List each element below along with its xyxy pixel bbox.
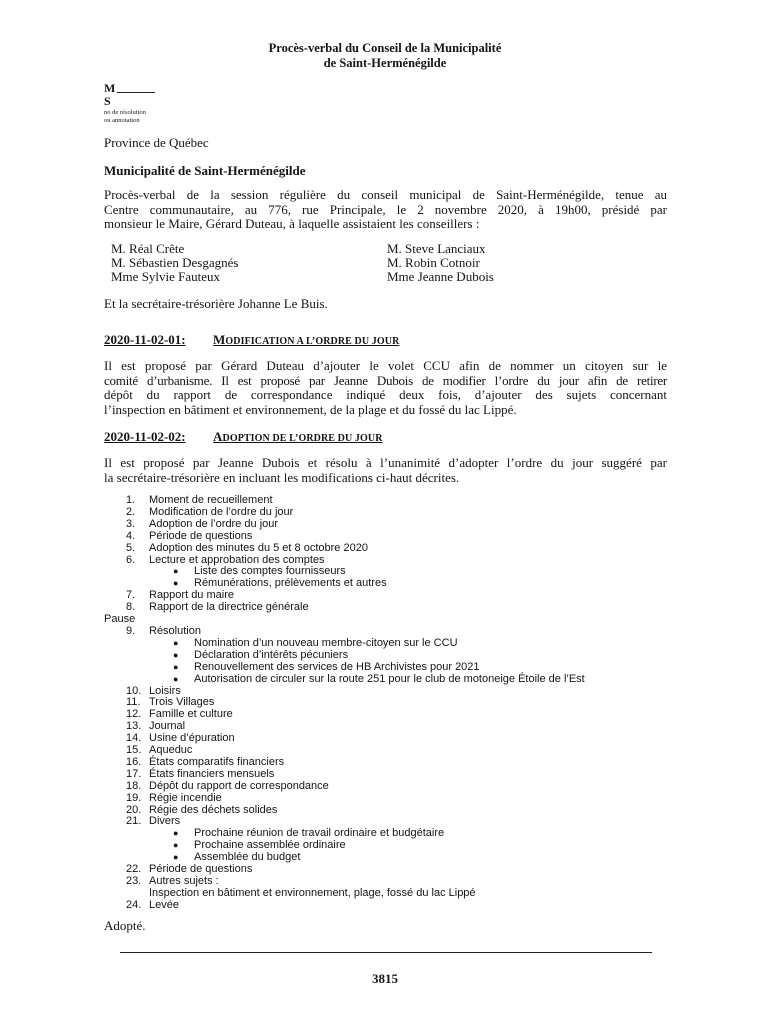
agenda-item-label: Adoption de l’ordre du jour [149, 517, 279, 530]
agenda-subitem-label: Assemblée du budget [194, 851, 301, 864]
councillor-name: Mme Sylvie Fauteux [111, 269, 221, 284]
agenda-subitem-label: Prochaine assemblée ordinaire [194, 839, 346, 852]
agenda-item-label: Journal [149, 720, 186, 733]
agenda-subitem-label: Renouvellement des services de HB Archivistes pour 2021 [194, 660, 480, 673]
agenda-item-label: Régie des déchets solides [149, 803, 278, 816]
agenda-item-continuation-text: Inspection en bâtiment et environnement, plage, fossé du lac Lippé [149, 886, 476, 899]
agenda-item [104, 805, 704, 817]
agenda-item [104, 531, 704, 543]
agenda-item-number: 6. [126, 553, 136, 566]
agenda-item-number: 8. [126, 601, 136, 614]
agenda-subitem-label: Rémunérations, prélèvements et autres [194, 577, 387, 590]
agenda-item-number: 3. [126, 517, 136, 530]
agenda-item-label: Aqueduc [149, 744, 193, 757]
agenda-subitem-label: Liste des comptes fournisseurs [194, 565, 346, 578]
bullet-icon: ● [173, 840, 179, 851]
bullet-icon: ● [173, 828, 179, 839]
intro-line: Procès-verbal de la session régulière du conseil municipal de Saint-Herménégilde, tenue au [104, 187, 667, 202]
agenda-item-label: Régie incendie [149, 791, 222, 804]
agenda-item-number: 16. [126, 755, 142, 768]
resolution-number: 2020-11-02-02: [104, 429, 186, 444]
agenda-subitem [104, 662, 704, 674]
agenda-item-number: 20. [126, 803, 142, 816]
agenda-subitem-label: Déclaration d’intérêts pécuniers [194, 648, 349, 661]
agenda-item [104, 543, 704, 555]
margin-note-m: M [104, 81, 116, 95]
agenda-item [104, 793, 704, 805]
agenda-item [104, 733, 704, 745]
resolution-text-line: la secrétaire-trésorière en incluant les modifications ci-haut décrites. [104, 469, 460, 485]
agenda-item-number: 2. [126, 505, 136, 518]
agenda-item-continuation [104, 888, 704, 900]
resolution-title: MODIFICATION A L’ORDRE DU JOUR [213, 332, 400, 347]
agenda-subitem [104, 638, 704, 650]
agenda-item-number: 18. [126, 779, 142, 792]
municipality-heading: Municipalité de Saint-Herménégilde [104, 163, 306, 178]
document-title-line-1: Procès-verbal du Conseil de la Municipalité [268, 41, 502, 55]
document-title-line-2: de Saint-Herménégilde [323, 56, 447, 70]
agenda-item-label: Divers [149, 815, 181, 828]
agenda-item-number: 22. [126, 863, 142, 876]
agenda-item-label: Dépôt du rapport de correspondance [149, 779, 329, 792]
councillor-name: M. Réal Crête [111, 241, 185, 256]
intro-paragraph [104, 188, 667, 232]
agenda-item-number: 7. [126, 589, 136, 602]
agenda-subitem [104, 650, 704, 662]
agenda-item-label: Moment de recueillement [149, 494, 273, 506]
agenda-item-number: 23. [126, 875, 142, 887]
agenda-item-number: 19. [126, 791, 142, 804]
bullet-icon: ● [173, 637, 179, 648]
margin-note-s: S [104, 94, 111, 108]
agenda-item-label: Modification de l’ordre du jour [149, 505, 294, 518]
resolution-text-line: l’inspection en bâtiment et environnement, de la plage et du fossé du lac Lippé. [104, 401, 517, 417]
bullet-icon: ● [173, 649, 179, 660]
resolution-text [104, 456, 667, 485]
agenda-item-number: 11. [126, 696, 141, 709]
resolution-number: 2020-11-02-01: [104, 332, 186, 347]
agenda-item-label: Levée [149, 898, 179, 911]
intro-line: Centre communautaire, au 776, rue Principale, le 2 novembre 2020, à 19h00, présidé par [104, 201, 667, 217]
agenda-item-number: 24. [126, 898, 142, 911]
agenda-item-number: 15. [126, 744, 142, 757]
agenda-item-label: États financiers mensuels [149, 767, 275, 780]
agenda-item-number: 4. [126, 529, 136, 542]
province: Province de Québec [104, 135, 209, 150]
agenda-item-number: 14. [126, 732, 142, 745]
councillor-name: Mme Jeanne Dubois [387, 269, 494, 284]
secretary-line: Et la secrétaire-trésorière Johanne Le Buis. [104, 296, 328, 311]
agenda-list [104, 495, 704, 912]
councillor-name: M. Robin Cotnoir [387, 255, 480, 270]
agenda-item-label: Période de questions [149, 529, 253, 542]
councillors-right-column [387, 242, 494, 284]
agenda-item-label: Loisirs [149, 684, 181, 697]
agenda-subitem [104, 674, 704, 686]
agenda-subitem-label: Nomination d’un nouveau membre-citoyen sur le CCU [194, 636, 458, 649]
councillors-left-column [111, 242, 238, 284]
agenda-item [104, 709, 704, 721]
councillor-name: M. Steve Lanciaux [387, 241, 486, 256]
agenda-item-number: 12. [126, 708, 142, 721]
agenda-item-number: 9. [126, 624, 136, 637]
agenda-item [104, 900, 704, 912]
agenda-item-label: Adoption des minutes du 5 et 8 octobre 2020 [149, 541, 368, 554]
resolution-text [104, 359, 667, 417]
agenda-item [104, 781, 704, 793]
agenda-item-label: Résolution [149, 624, 201, 637]
agenda-item [104, 769, 704, 781]
agenda-item-number: 10. [126, 684, 142, 697]
margin-note-blank-line [117, 92, 155, 93]
councillor-name: M. Sébastien Desgagnés [111, 255, 239, 270]
page-number: 3815 [372, 971, 398, 986]
agenda-subitem-label: Autorisation de circuler sur la route 251 pour le club de motoneige Étoile de l’Est [194, 672, 585, 685]
agenda-item-label: Période de questions [149, 863, 253, 876]
resolution-text-line: dépôt du rapport de correspondance indiqué deux fois, d’ajouter des sujets concernant [104, 387, 667, 403]
margin-note-caption-1: no de résolution [104, 109, 146, 116]
agenda-item-label: États comparatifs financiers [149, 755, 285, 768]
agenda-item-number: 17. [126, 767, 142, 780]
agenda-note-label: Pause [104, 613, 136, 626]
margin-note-caption-2: ou annotation [104, 117, 140, 124]
agenda-item-number: 5. [126, 541, 136, 554]
bullet-icon: ● [173, 852, 179, 863]
intro-line: monsieur le Maire, Gérard Duteau, à laquelle assistaient les conseillers : [104, 216, 480, 232]
agenda-item-number: 21. [126, 815, 142, 828]
footer-rule [120, 952, 652, 953]
bullet-icon: ● [173, 578, 179, 589]
bullet-icon: ● [173, 566, 179, 577]
agenda-item-label: Rapport de la directrice générale [149, 601, 309, 614]
agenda-item-label: Lecture et approbation des comptes [149, 553, 325, 566]
agenda-item-label: Autres sujets : [149, 875, 219, 887]
resolution-title: ADOPTION DE L’ORDRE DU JOUR [213, 429, 383, 444]
agenda-item-label: Usine d’épuration [149, 732, 235, 745]
resolution-text-line: Il est proposé par Gérard Duteau d’ajouter le volet CCU afin de nommer un citoyen sur le [104, 358, 667, 373]
adopted-label: Adopté. [104, 918, 146, 933]
agenda-item-number: 1. [126, 494, 136, 506]
agenda-item-label: Famille et culture [149, 708, 233, 721]
resolution-text-line: Il est proposé par Jeanne Dubois et résolu à l’unanimité d’adopter l’ordre du jour suggéré par [104, 455, 667, 470]
agenda-item [104, 602, 704, 614]
agenda-item [104, 519, 704, 531]
agenda-item-label: Trois Villages [149, 696, 215, 709]
resolution-text-line: comité d’urbanisme. Il est proposé par Jeanne Dubois de modifier l’ordre du jour afin de retirer [104, 372, 667, 388]
agenda-item-number: 13. [126, 720, 142, 733]
bullet-icon: ● [173, 661, 179, 672]
bullet-icon: ● [173, 673, 179, 684]
agenda-item-label: Rapport du maire [149, 589, 234, 602]
agenda-subitem-label: Prochaine réunion de travail ordinaire et budgétaire [194, 827, 445, 840]
